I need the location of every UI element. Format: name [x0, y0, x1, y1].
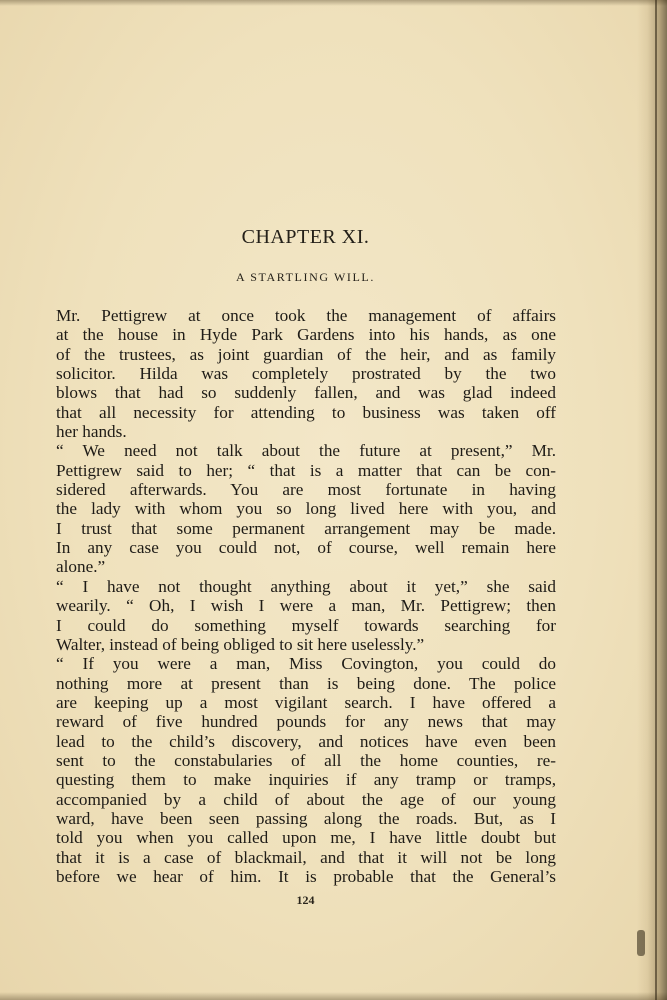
text-line: at the house in Hyde Park Gardens into his hands, as one: [56, 325, 556, 345]
ink-stain: [637, 930, 645, 956]
text-line: “ I have not thought anything about it yet,” she said: [56, 576, 556, 596]
text-line: blows that had so suddenly fallen, and was glad indeed: [56, 383, 556, 403]
text-line: lead to the child’s discovery, and notices have even been: [56, 731, 556, 751]
page-bottom-shadow: [0, 992, 667, 1000]
text-line: ward, have been seen passing along the roads. But, as I: [56, 808, 556, 828]
chapter-subtitle: A STARTLING WILL.: [236, 270, 375, 284]
text-line: I trust that some permanent arrangement may be made.: [56, 518, 556, 538]
text-line: sidered afterwards. You are most fortunate in having: [56, 480, 556, 500]
text-line: “ If you were a man, Miss Covington, you could do: [56, 654, 556, 674]
text-line: the lady with whom you so long lived here with you, and: [56, 499, 556, 519]
text-line: questing them to make inquiries if any tramp or tramps,: [56, 770, 556, 790]
text-line: of the trustees, as joint guardian of the heir, and as family: [56, 344, 556, 364]
text-line: told you when you called upon me, I have little doubt but: [56, 828, 556, 848]
text-line: alone.”: [56, 557, 106, 577]
text-line: Walter, instead of being obliged to sit here uselessly.”: [56, 634, 425, 654]
text-line: solicitor. Hilda was completely prostrated by the two: [56, 364, 556, 384]
text-line: sent to the constabularies of all the home counties, re-: [56, 750, 556, 770]
text-line: I could do something myself towards searching for: [56, 615, 556, 635]
text-line: are keeping up a most vigilant search. I have offered a: [56, 692, 556, 712]
chapter-title: CHAPTER XI.: [241, 226, 370, 248]
page-binding-shadow: [637, 0, 667, 1000]
text-line: her hands.: [56, 422, 127, 442]
chapter-body-text: [56, 306, 556, 886]
text-line: that it is a case of blackmail, and that it will not be long: [56, 847, 556, 867]
text-line: “ We need not talk about the future at present,” Mr.: [56, 441, 556, 461]
text-line: In any case you could not, of course, well remain here: [56, 538, 556, 558]
text-line: Pettigrew said to her; “ that is a matter that can be con-: [56, 460, 556, 480]
text-line: that all necessity for attending to business was taken off: [56, 402, 556, 422]
text-line: nothing more at present than is being done. The police: [56, 673, 556, 693]
text-line: before we hear of him. It is probable that the General’s: [56, 866, 556, 886]
page-top-shadow: [0, 0, 667, 6]
page-number: 124: [296, 893, 315, 907]
text-line: accompanied by a child of about the age of our young: [56, 789, 556, 809]
text-line: Mr. Pettigrew at once took the management of affairs: [56, 306, 556, 325]
text-line: wearily. “ Oh, I wish I were a man, Mr. Pettigrew; then: [56, 596, 556, 616]
page-edge-line: [655, 0, 657, 1000]
text-line: reward of five hundred pounds for any news that may: [56, 712, 556, 732]
